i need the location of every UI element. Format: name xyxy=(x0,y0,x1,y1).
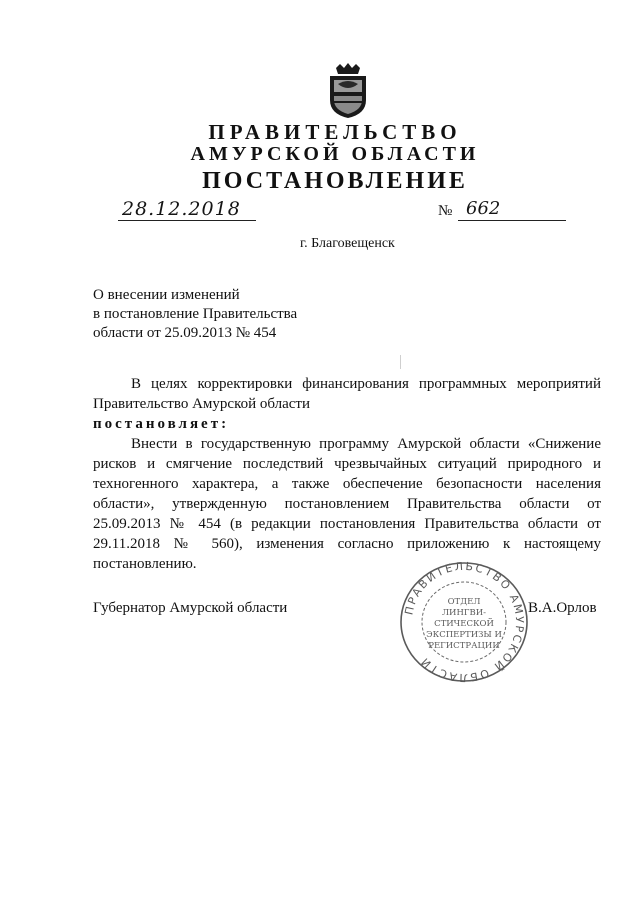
governor-title: Губернатор Амурской области xyxy=(93,600,288,616)
handwritten-number: 662 xyxy=(466,198,501,219)
subject-line: О внесении изменений xyxy=(93,287,240,303)
scan-mark xyxy=(400,355,401,369)
svg-text:ЛИНГВИ-: ЛИНГВИ- xyxy=(441,608,487,618)
subject-line: области от 25.09.2013 № 454 xyxy=(93,325,277,341)
svg-text:ПРАВИТЕЛЬСТВО АМУРСКОЙ ОБЛАСТИ: ПРАВИТЕЛЬСТВО АМУРСКОЙ ОБЛАСТИ xyxy=(402,560,527,684)
document-type-title: ПОСТАНОВЛЕНИЕ xyxy=(202,168,468,194)
subject-line: в постановление Правительства xyxy=(93,306,298,322)
svg-text:ОТДЕЛ: ОТДЕЛ xyxy=(447,597,481,607)
government-name-line2: АМУРСКОЙ ОБЛАСТИ xyxy=(190,143,480,165)
svg-text:СТИЧЕСКОЙ: СТИЧЕСКОЙ xyxy=(434,619,494,629)
city-name: г. Благовещенск xyxy=(300,236,395,251)
preamble-paragraph: В целях корректировки финансирования программных мероприятий Правительство Амурской области xyxy=(93,376,601,412)
number-underline xyxy=(458,219,566,221)
svg-text:ЭКСПЕРТИЗЫ И: ЭКСПЕРТИЗЫ И xyxy=(426,630,502,640)
signer-name: В.А.Орлов xyxy=(528,600,597,616)
handwritten-date: 28.12.2018 xyxy=(122,198,241,220)
amur-region-coat-of-arms-icon xyxy=(326,62,370,120)
document-body xyxy=(93,374,601,574)
svg-text:РЕГИСТРАЦИИ: РЕГИСТРАЦИИ xyxy=(428,641,500,651)
date-underline xyxy=(118,219,256,221)
official-stamp-icon xyxy=(398,560,530,684)
number-sign: № xyxy=(438,203,453,219)
decree-word: постановляет: xyxy=(93,416,230,432)
government-name-line1: ПРАВИТЕЛЬСТВО xyxy=(208,120,462,144)
main-paragraph: Внести в государственную программу Амурской области «Снижение рисков и смягчение последствий чрезвычайных ситуаций природного и техногенного характера, а также обеспечение безопасности населения области», утвержденную постановлением Правительства области от 25.09.2013 № 454 (в редакции постановления Правительства области от 29.11.2018 № 560), изменения согласно приложению к настоящему постановлению. xyxy=(93,436,601,572)
document-subject xyxy=(93,286,297,343)
